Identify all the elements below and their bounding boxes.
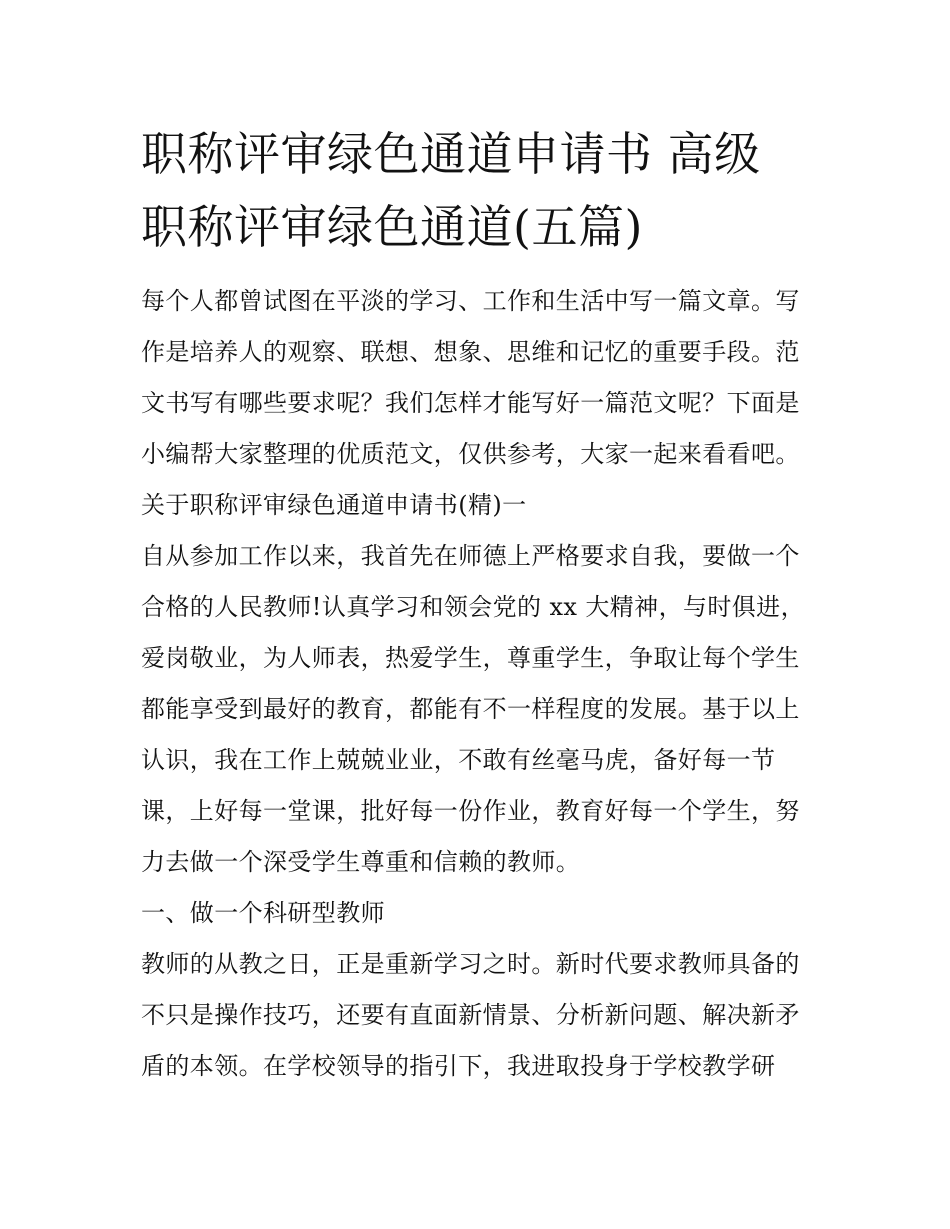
title-line: 职称评审绿色通道申请书 高级 bbox=[141, 127, 761, 181]
body-line: 小编帮大家整理的优质范文，仅供参考，大家一起来看看吧。 bbox=[141, 440, 800, 468]
section-heading: 关于职称评审绿色通道申请书(精)一 bbox=[141, 491, 527, 519]
body-line: 盾的本领。在学校领导的指引下，我进取投身于学校教学研 bbox=[141, 1052, 776, 1080]
body-line: 自从参加工作以来，我首先在师德上严格要求自我，要做一个 bbox=[141, 542, 800, 570]
title-line: 职称评审绿色通道(五篇) bbox=[141, 200, 643, 254]
body-line: 力去做一个深受学生尊重和信赖的教师。 bbox=[141, 848, 581, 876]
subsection-heading: 一、做一个科研型教师 bbox=[141, 899, 385, 927]
document-title bbox=[141, 118, 831, 264]
document-body bbox=[141, 276, 821, 1092]
body-line: 文书写有哪些要求呢？我们怎样才能写好一篇范文呢？下面是 bbox=[141, 389, 800, 417]
body-line: 不只是操作技巧，还要有直面新情景、分析新问题、解决新矛 bbox=[141, 1001, 800, 1029]
body-line: 教师的从教之日，正是重新学习之时。新时代要求教师具备的 bbox=[141, 950, 800, 978]
body-line: 每个人都曾试图在平淡的学习、工作和生活中写一篇文章。写 bbox=[141, 287, 800, 315]
body-line: 爱岗敬业，为人师表，热爱学生，尊重学生，争取让每个学生 bbox=[141, 644, 800, 672]
body-line: 合格的人民教师!认真学习和领会党的 xx 大精神，与时俱进， bbox=[141, 593, 805, 621]
body-line: 作是培养人的观察、联想、想象、思维和记忆的重要手段。范 bbox=[141, 338, 800, 366]
body-line: 认识，我在工作上兢兢业业，不敢有丝毫马虎，备好每一节 bbox=[141, 746, 776, 774]
body-line: 都能享受到最好的教育，都能有不一样程度的发展。基于以上 bbox=[141, 695, 800, 723]
body-line: 课，上好每一堂课，批好每一份作业，教育好每一个学生，努 bbox=[141, 797, 800, 825]
